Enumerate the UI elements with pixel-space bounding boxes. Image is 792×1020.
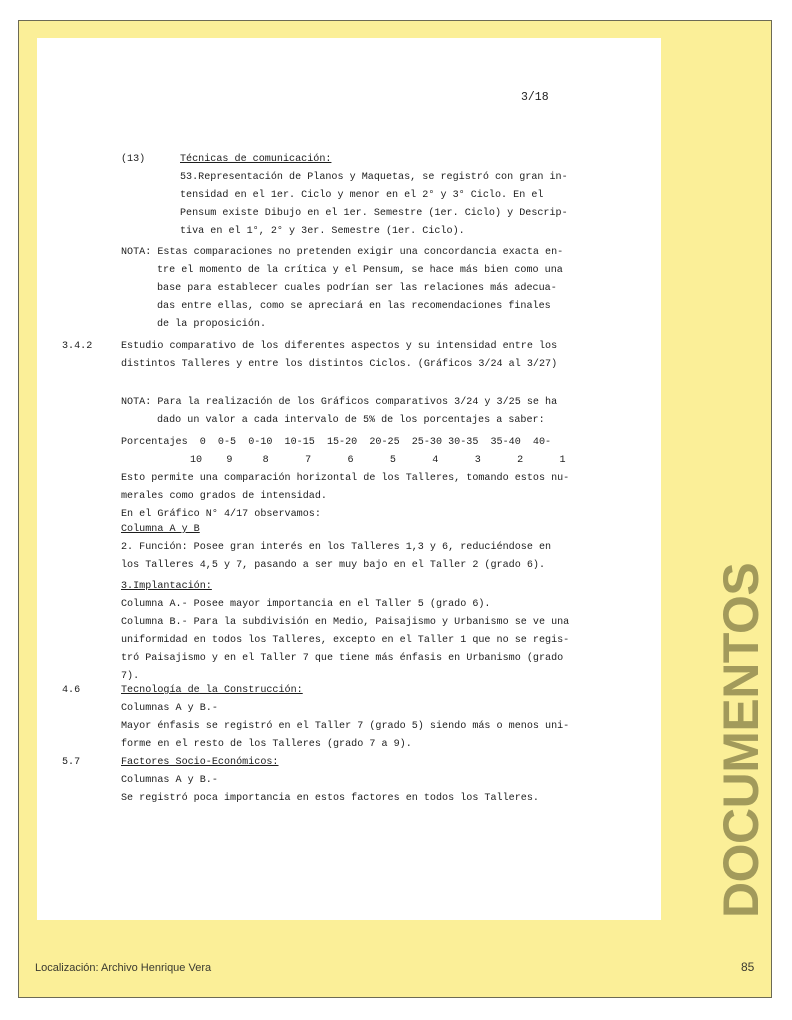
text-line: distintos Talleres y entre los distintos Ciclos. (Gráficos 3/24 al 3/27) bbox=[121, 359, 558, 370]
subheading: Tecnología de la Construcción: bbox=[121, 685, 303, 696]
subheading: Factores Socio-Económicos: bbox=[121, 757, 279, 768]
text-line: tiva en el 1°, 2° y 3er. Semestre (1er. Ciclo). bbox=[180, 226, 465, 237]
text-line: Columnas A y B.- bbox=[121, 775, 218, 786]
text-line: merales como grados de intensidad. bbox=[121, 491, 327, 502]
footer-location: Localización: Archivo Henrique Vera bbox=[35, 962, 212, 974]
subheading: Columna A y B bbox=[121, 524, 200, 535]
text-line: 53.Representación de Planos y Maquetas, se registró con gran in- bbox=[180, 172, 568, 183]
note-line: tre el momento de la crítica y el Pensum, se hace más bien como una bbox=[157, 265, 563, 276]
text-line: Se registró poca importancia en estos factores en todos los Talleres. bbox=[121, 793, 539, 804]
text-line: Columna B.- Para la subdivisión en Medio, Paisajismo y Urbanismo se ve una bbox=[121, 617, 570, 628]
text-line: tensidad en el 1er. Ciclo y menor en el 2° y 3° Ciclo. En el bbox=[180, 190, 544, 201]
note-line: dado un valor a cada intervalo de 5% de los porcentajes a saber: bbox=[157, 415, 545, 426]
text-line: Esto permite una comparación horizontal de los Talleres, tomando estos nu- bbox=[121, 473, 570, 484]
text-line: Pensum existe Dibujo en el 1er. Semestre (1er. Ciclo) y Descrip- bbox=[180, 208, 568, 219]
text-line: Columna A.- Posee mayor importancia en el Taller 5 (grado 6). bbox=[121, 599, 491, 610]
text-line: Mayor énfasis se registró en el Taller 7 (grado 5) siendo más o menos uni- bbox=[121, 721, 570, 732]
value-row: 10 9 8 7 6 5 4 3 2 1 bbox=[190, 455, 566, 466]
text-line: 2. Función: Posee gran interés en los Talleres 1,3 y 6, reduciéndose en bbox=[121, 542, 552, 553]
note-line: base para establecer cuales podrían ser las relaciones más adecua- bbox=[157, 283, 557, 294]
note-line: das entre ellas, como se apreciará en las recomendaciones finales bbox=[157, 301, 551, 312]
text-line: forme en el resto de los Talleres (grado 7 a 9). bbox=[121, 739, 412, 750]
section-title: Técnicas de comunicación: bbox=[180, 154, 332, 165]
note-line: NOTA: Estas comparaciones no pretenden exigir una concordancia exacta en- bbox=[121, 247, 564, 258]
section-number: 5.7 bbox=[62, 757, 81, 768]
text-line: Estudio comparativo de los diferentes aspectos y su intensidad entre los bbox=[121, 341, 558, 352]
note-line: NOTA: Para la realización de los Gráficos comparativos 3/24 y 3/25 se ha bbox=[121, 397, 558, 408]
text-line: 7). bbox=[121, 671, 140, 682]
text-line: uniformidad en todos los Talleres, excepto en el Taller 1 que no se regis- bbox=[121, 635, 570, 646]
text-line: En el Gráfico N° 4/17 observamos: bbox=[121, 509, 321, 520]
percent-row: Porcentajes 0 0-5 0-10 10-15 15-20 20-25 25-30 30-35 35-40 40- bbox=[121, 437, 552, 448]
text-line: tró Paisajismo y en el Taller 7 que tiene más énfasis en Urbanismo (grado bbox=[121, 653, 564, 664]
page-reference: 3/18 bbox=[521, 91, 549, 104]
text-line: los Talleres 4,5 y 7, pasando a ser muy bajo en el Taller 2 (grado 6). bbox=[121, 560, 546, 571]
side-label-documentos: DOCUMENTOS bbox=[713, 562, 769, 918]
subheading: 3.Implantación: bbox=[121, 581, 212, 592]
section-number: (13) bbox=[121, 154, 146, 165]
section-number: 3.4.2 bbox=[62, 341, 93, 352]
page-number: 85 bbox=[741, 960, 755, 974]
text-line: Columnas A y B.- bbox=[121, 703, 218, 714]
note-line: de la proposición. bbox=[157, 319, 267, 330]
section-number: 4.6 bbox=[62, 685, 81, 696]
